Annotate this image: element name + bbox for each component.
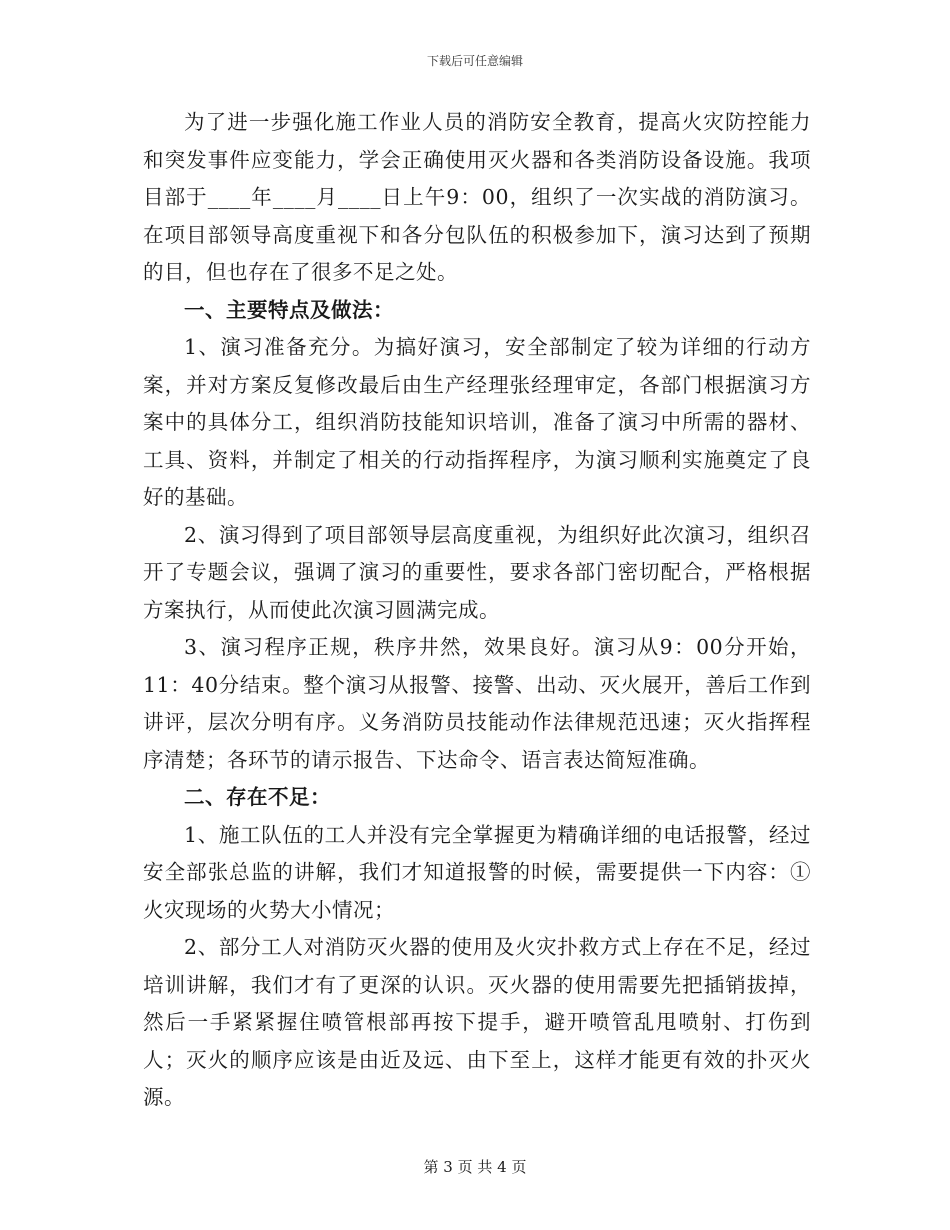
page-header-note: 下载后可任意编辑 xyxy=(426,54,523,68)
feature-item-3: 3、演习程序正规，秩序井然，效果良好。演习从9：00分开始，11：40分结束。整个演习从报警、接警、出动、灭火展开，善后工作到讲评，层次分明有序。义务消防员技能动作法律规范迅速；灭火指挥程序清楚；各环节的请示报告、下达命令、语言表达简短准确。 xyxy=(143,635,811,772)
feature-item-2: 2、演习得到了项目部领导层高度重视，为组织好此次演习，组织召开了专题会议，强调了演习的重要性，要求各部门密切配合，严格根据方案执行，从而使此次演习圆满完成。 xyxy=(143,522,811,622)
shortcoming-item-2: 2、部分工人对消防灭火器的使用及火灾扑救方式上存在不足，经过培训讲解，我们才有了更深的认识。灭火器的使用需要先把插销拔掉，然后一手紧紧握住喷管根部再按下提手，避开喷管乱甩喷射、打伤到人；灭火的顺序应该是由近及远、由下至上，这样才能更有效的扑灭火源。 xyxy=(143,935,811,1109)
section-heading-shortcomings: 二、存在不足： xyxy=(184,785,331,809)
document-body xyxy=(143,104,811,1117)
section-heading-features: 一、主要特点及做法： xyxy=(184,297,394,322)
feature-item-1: 1、演习准备充分。为搞好演习，安全部制定了较为详细的行动方案，并对方案反复修改最后由生产经理张经理审定，各部门根据演习方案中的具体分工，组织消防技能知识培训，准备了演习中所需的器材、工具、资料，并制定了相关的行动指挥程序，为演习顺利实施奠定了良好的基础。 xyxy=(143,335,811,509)
intro-paragraph: 为了进一步强化施工作业人员的消防安全教育，提高火灾防控能力和突发事件应变能力，学会正确使用灭火器和各类消防设备设施。我项目部于____年____月____日上午9：00，组织了一次实战的消防演习。在项目部领导高度重视下和各分包队伍的积极参加下，演习达到了预期的目，但也存在了很多不足之处。 xyxy=(143,110,811,284)
page-number: 第 3 页 共 4 页 xyxy=(423,1158,527,1176)
shortcoming-item-1: 1、施工队伍的工人并没有完全掌握更为精确详细的电话报警，经过安全部张总监的讲解，我们才知道报警的时候，需要提供一下内容：①火灾现场的火势大小情况； xyxy=(143,822,811,922)
